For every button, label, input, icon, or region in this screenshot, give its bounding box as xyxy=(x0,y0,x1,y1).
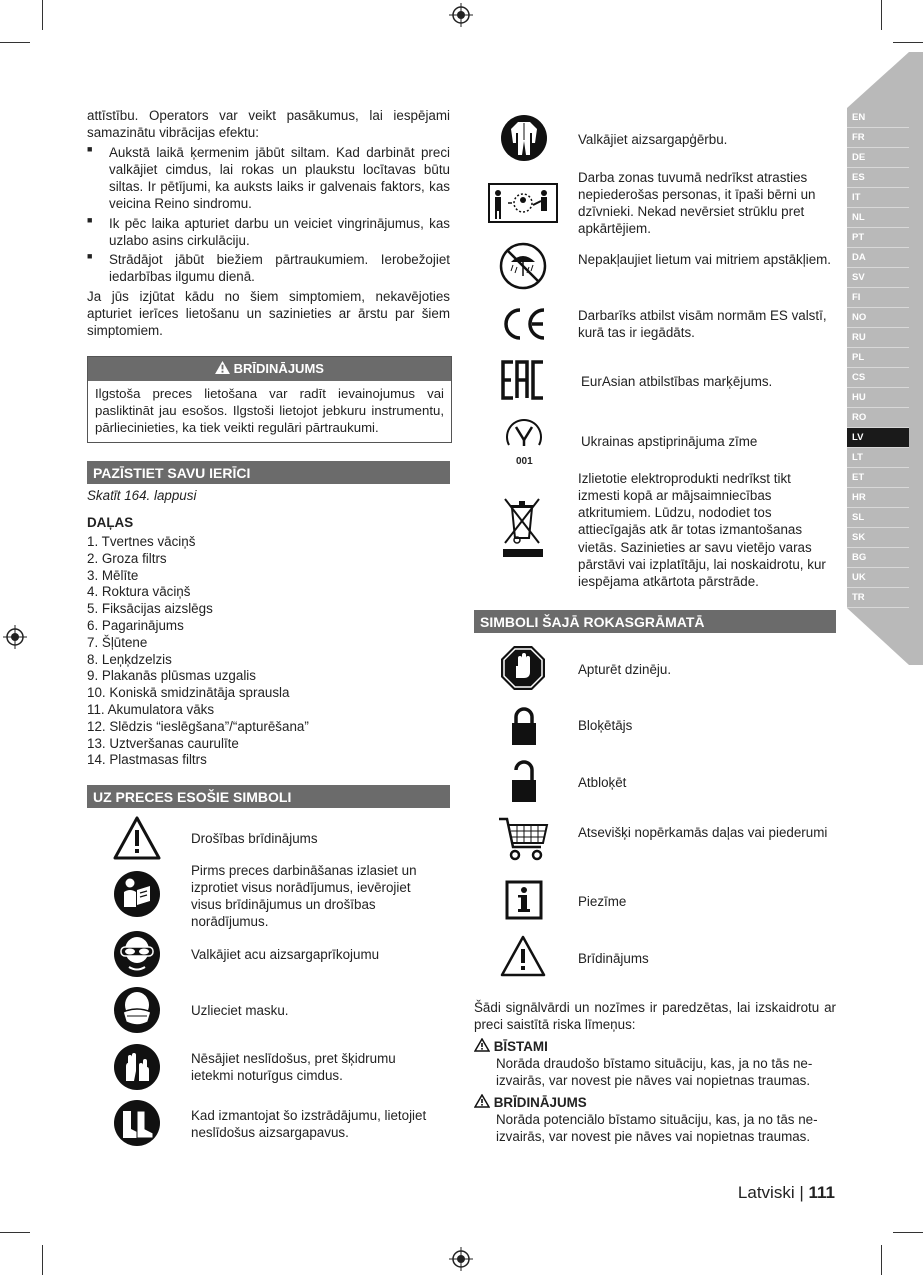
language-tab-sk[interactable]: SK xyxy=(847,528,909,548)
symbol-text: Brīdinājums xyxy=(578,951,649,966)
symbol-text: Bloķētājs xyxy=(578,718,633,733)
warning-box-text: Ilgstoša preces lietošana var radīt ievainojumus vai pasliktināt jau esošos. Ilgstoši lietojot jebkuru instrumentu, pārliecinieties, ka tiek veikti regulāri pārtraukumi. xyxy=(95,386,444,435)
language-tab-tr[interactable]: TR xyxy=(847,588,909,608)
language-tab-it[interactable]: IT xyxy=(847,188,909,208)
list-item: ■ Aukstā laikā ķermenim jābūt siltam. Kad darbināt preci valkājiet cimdus, lai rokas un plaukstu locītavas būtu siltas. Ir pētījumi, ka auksts laiks ir galvenais faktors, kas veicina Reino sindromu. xyxy=(87,144,450,213)
list-item: 1. Tvertnes vāciņš xyxy=(87,534,196,549)
symbol-text: Uzlieciet masku. xyxy=(191,1003,289,1018)
parts-list xyxy=(87,533,450,768)
symbol-text: Ukrainas apstiprinājuma zīme xyxy=(581,434,758,449)
list-item: 3. Mēlīte xyxy=(87,567,139,583)
language-tab-ru[interactable]: RU xyxy=(847,328,909,348)
list-item: ■ Ik pēc laika apturiet darbu un veiciet vingrinājumus, kas uzlabo asins cirkulāciju. xyxy=(87,215,450,249)
language-tab-en[interactable]: EN xyxy=(847,108,909,128)
list-item: 13. Uztveršanas caurulīte xyxy=(87,735,239,751)
language-tab-fi[interactable]: FI xyxy=(847,288,909,308)
symbol-text: Drošības brīdinājums xyxy=(191,831,318,846)
warning-box-title: BRĪDINĀJUMS xyxy=(233,361,324,376)
manual-symbols-heading: SIMBOLI ŠAJĀ ROKASGRĀMATĀ xyxy=(474,610,836,633)
crop-mark xyxy=(893,42,923,43)
signal-danger-heading xyxy=(474,1038,836,1055)
footer-language: Latviski xyxy=(737,1183,795,1202)
product-symbols-heading: UZ PRECES ESOŠIE SIMBOLI xyxy=(87,785,450,808)
know-device-heading: PAZĪSTIET SAVU IERĪCI xyxy=(87,461,450,484)
weee-bin-icon xyxy=(502,493,544,559)
signal-danger-text: Norāda draudošo bīstamo situāciju, kas, ja no tās ne-izvairās, var novest pie nāves vai nopietnas traumas. xyxy=(496,1056,813,1089)
symbol-text: Atsevišķi nopērkamās daļas vai piederumi xyxy=(578,825,828,840)
signal-danger xyxy=(474,1038,836,1089)
crop-mark xyxy=(0,42,30,43)
symbol-text: Piezīme xyxy=(578,894,627,909)
symbol-text: EurAsian atbilstības marķējums. xyxy=(581,374,773,389)
warning-triangle-icon xyxy=(112,815,162,861)
ukraine-mark-code: 001 xyxy=(516,456,533,467)
language-tab-no[interactable]: NO xyxy=(847,308,909,328)
list-item: 4. Roktura vāciņš xyxy=(87,584,191,600)
warning-triangle-icon xyxy=(499,934,547,978)
language-tab-list xyxy=(847,108,909,608)
unlock-icon xyxy=(510,760,538,804)
list-item: 11. Akumulatora vāks xyxy=(87,701,215,717)
language-tab-sl[interactable]: SL xyxy=(847,508,909,528)
ce-mark-icon xyxy=(500,307,548,341)
symbol-text: Darba zonas tuvumā nedrīkst atrasties nepiederošas personas, it īpaši bērni un dzīvnieki. Nekad nevērsiet strūklu pret apkārtējiem. xyxy=(578,170,816,237)
parts-heading: DAĻAS xyxy=(87,515,134,530)
language-tab-lv[interactable]: LV xyxy=(847,428,909,448)
page-number: 111 xyxy=(808,1183,835,1202)
warning-triangle-icon xyxy=(474,1038,490,1052)
crop-mark xyxy=(893,1232,923,1233)
symbol-text: Kad izmantojat šo izstrādājumu, lietojiet neslīdošus aizsargapavus. xyxy=(191,1108,427,1141)
warning-box-header xyxy=(88,357,451,381)
protective-clothing-icon xyxy=(500,114,548,162)
language-tab-pl[interactable]: PL xyxy=(847,348,909,368)
list-item: 10. Koniskā smidzinātāja sprausla xyxy=(87,685,290,701)
ukraine-mark-icon xyxy=(503,413,545,455)
intro-paragraph: attīstību. Operators var veikt pasākumus, lai iespējami samazinātu vibrācijas efektu: xyxy=(87,108,450,141)
footer-separator: | xyxy=(799,1183,804,1202)
list-item: 6. Pagarinājums xyxy=(87,617,184,633)
language-tab-fr[interactable]: FR xyxy=(847,128,909,148)
language-tab-hu[interactable]: HU xyxy=(847,388,909,408)
stop-engine-icon xyxy=(499,644,547,692)
list-item: 2. Groza filtrs xyxy=(87,550,167,566)
list-item: 12. Slēdzis “ieslēgšana”/“apturēšana” xyxy=(87,718,309,734)
crop-mark xyxy=(42,1245,43,1275)
language-tab-hr[interactable]: HR xyxy=(847,488,909,508)
language-tab-de[interactable]: DE xyxy=(847,148,909,168)
symbol-text: Apturēt dzinēju. xyxy=(578,662,672,677)
list-item: 9. Plakanās plūsmas uzgalis xyxy=(87,668,256,684)
signal-danger-title: BĪSTAMI xyxy=(493,1039,548,1054)
lock-icon xyxy=(510,705,538,747)
language-tab-uk[interactable]: UK xyxy=(847,568,909,588)
symbol-text: Valkājiet aizsargapģērbu. xyxy=(578,132,728,147)
registration-mark-icon xyxy=(3,625,27,649)
warning-box xyxy=(87,356,452,443)
signal-warning-text: Norāda potenciālo bīstamo situāciju, kas, ja no tās ne-izvairās, var novest pie nāves vai nopietnas traumas. xyxy=(496,1112,818,1145)
language-tab-es[interactable]: ES xyxy=(847,168,909,188)
crop-mark xyxy=(881,1245,882,1275)
page-footer xyxy=(738,1182,835,1204)
symbol-text: Pirms preces darbināšanas izlasiet un izprotiet visus norādījumus, ievērojiet visus brīdinājumus un drošības norādījumus. xyxy=(191,863,417,930)
signal-words-intro: Šādi signālvārdi un nozīmes ir paredzētas, lai izskaidrotu ar preci saistītā riska līmeņus: xyxy=(474,1000,836,1033)
crop-mark xyxy=(0,1232,30,1233)
language-tab-lt[interactable]: LT xyxy=(847,448,909,468)
gloves-icon xyxy=(113,1043,161,1091)
registration-mark-icon xyxy=(449,1247,473,1271)
keep-bystanders-away-icon xyxy=(488,183,558,223)
outro-paragraph: Ja jūs izjūtat kādu no šiem simptomiem, nekavējoties apturiet ierīces lietošanu un sazinieties ar ārstu par šiem simptomiem. xyxy=(87,289,450,339)
language-tab-sv[interactable]: SV xyxy=(847,268,909,288)
shopping-cart-icon xyxy=(497,815,549,863)
crop-mark xyxy=(881,0,882,30)
language-tab-ro[interactable]: RO xyxy=(847,408,909,428)
symbol-text: Izlietotie elektroprodukti nedrīkst tikt izmesti kopā ar mājsaimniecības atkritumiem. Lūdzu, nododiet tos attiecīgajās atk ār totas izmantošanas vietās. Sazinieties ar savu vietējo varas pārstāvi vai izplatītāju, lai noskaidrotu, kur iespējama atkārtota pārstrāde. xyxy=(578,471,826,589)
safety-goggles-icon xyxy=(113,930,161,978)
no-rain-icon xyxy=(499,242,547,290)
signal-warning-title: BRĪDINĀJUMS xyxy=(493,1095,587,1110)
language-tab-bg[interactable]: BG xyxy=(847,548,909,568)
boots-icon xyxy=(113,1099,161,1147)
list-item: 5. Fiksācijas aizslēgs xyxy=(87,601,213,617)
list-item: ■ Strādājot jābūt biežiem pārtraukumiem. Ierobežojiet iedarbības ilgumu dienā. xyxy=(87,251,450,285)
symbol-text: Nēsājiet neslīdošus, pret šķidrumu ietekmi noturīgus cimdus. xyxy=(191,1051,396,1084)
warning-triangle-icon xyxy=(215,361,230,374)
symbol-text: Darbarīks atbilst visām normām ES valstī, kurā tas ir iegādāts. xyxy=(578,308,827,341)
registration-mark-icon xyxy=(449,3,473,27)
language-tab-et[interactable]: ET xyxy=(847,468,909,488)
info-icon xyxy=(505,880,543,920)
symbol-text: Valkājiet acu aizsargaprīkojumu xyxy=(191,947,380,962)
eac-mark-icon xyxy=(501,360,545,400)
see-page-note: Skatīt 164. lappusi xyxy=(87,488,197,503)
language-tab-nl[interactable]: NL xyxy=(847,208,909,228)
crop-mark xyxy=(42,0,43,30)
vibration-bullet-list xyxy=(87,144,450,287)
language-tab-da[interactable]: DA xyxy=(847,248,909,268)
read-manual-icon xyxy=(113,870,161,918)
list-item: 8. Leņķdzelzis xyxy=(87,651,172,667)
signal-warning-heading xyxy=(474,1094,836,1111)
signal-warning xyxy=(474,1094,836,1145)
language-tab-cs[interactable]: CS xyxy=(847,368,909,388)
face-mask-icon xyxy=(113,986,161,1034)
warning-triangle-icon xyxy=(474,1094,490,1108)
symbol-text: Atbloķēt xyxy=(578,775,627,790)
language-tab-pt[interactable]: PT xyxy=(847,228,909,248)
list-item: 14. Plastmasas filtrs xyxy=(87,752,207,768)
symbol-text: Nepakļaujiet lietum vai mitriem apstākļiem. xyxy=(578,252,832,267)
list-item: 7. Šļūtene xyxy=(87,634,148,650)
